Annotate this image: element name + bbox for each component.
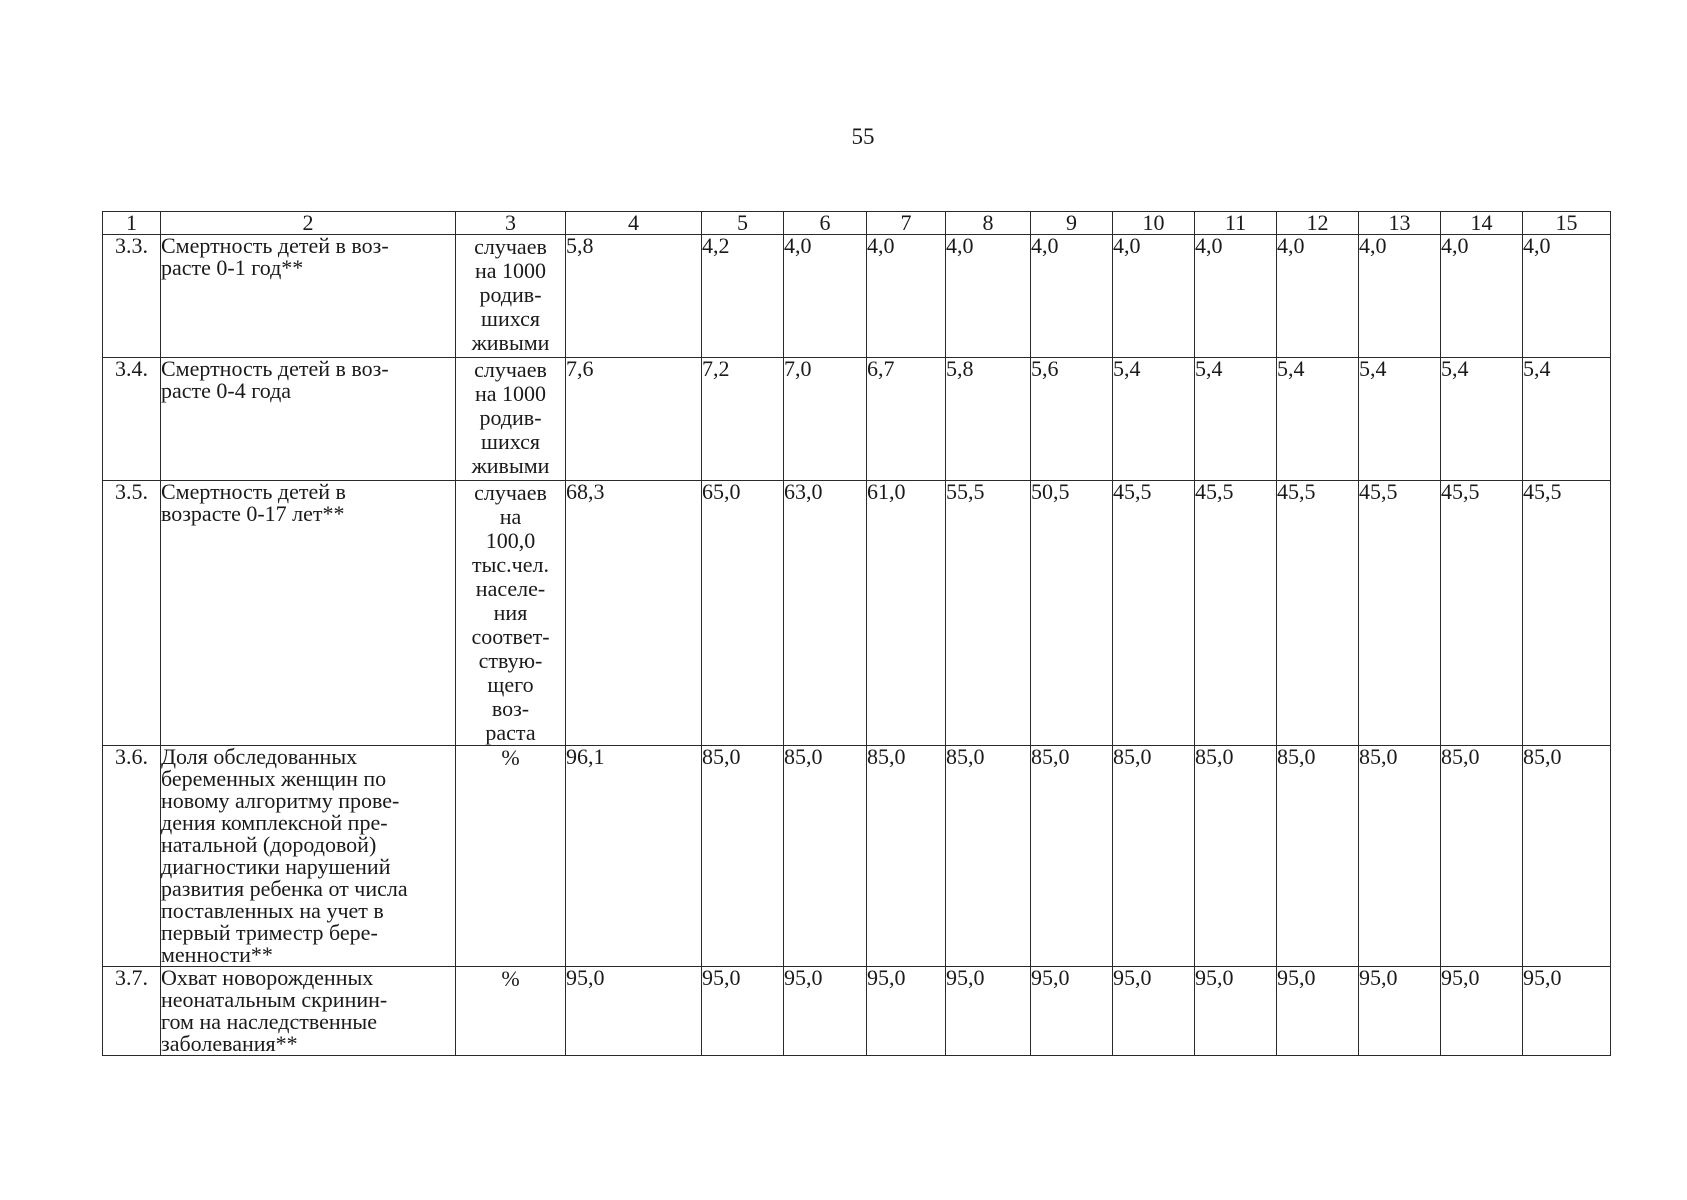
indicator-name xyxy=(161,746,456,967)
value-cell: 45,5 xyxy=(1195,481,1277,746)
value-cell: 4,2 xyxy=(702,235,784,358)
value-cell: 85,0 xyxy=(1195,746,1277,967)
indicator-name-text: Охват новорожденных неонатальным скринин- гом на наследственные заболевания** xyxy=(161,965,388,1056)
value-cell: 45,5 xyxy=(1277,481,1359,746)
value-cell: 85,0 xyxy=(1523,746,1611,967)
value-cell: 95,0 xyxy=(946,967,1031,1056)
column-header: 6 xyxy=(784,212,867,235)
value-cell: 7,6 xyxy=(566,358,702,481)
unit-text: случаев на 100,0 тыс.чел. населе- ния соответ- ствую- щего воз- раста xyxy=(471,480,550,745)
row-number: 3.4. xyxy=(103,358,161,481)
column-header: 12 xyxy=(1277,212,1359,235)
indicator-name xyxy=(161,358,456,481)
value-cell: 95,0 xyxy=(1441,967,1523,1056)
row-number: 3.5. xyxy=(103,481,161,746)
value-cell: 5,8 xyxy=(946,358,1031,481)
value-cell: 4,0 xyxy=(946,235,1031,358)
value-cell: 95,0 xyxy=(1031,967,1113,1056)
value-cell: 5,4 xyxy=(1359,358,1441,481)
unit-text: случаев на 1000 родив- шихся живыми xyxy=(471,357,550,478)
table-row xyxy=(103,235,1611,358)
value-cell: 95,0 xyxy=(784,967,867,1056)
table-row xyxy=(103,358,1611,481)
indicator-name-text: Смертность детей в воз- расте 0-4 года xyxy=(161,356,389,403)
value-cell: 45,5 xyxy=(1523,481,1611,746)
column-header: 15 xyxy=(1523,212,1611,235)
value-cell: 95,0 xyxy=(867,967,946,1056)
column-header: 10 xyxy=(1113,212,1195,235)
value-cell: 5,4 xyxy=(1523,358,1611,481)
column-header: 8 xyxy=(946,212,1031,235)
indicator-name-text: Доля обследованных беременных женщин по новому алгоритму прове- дения комплексной пре- натальной (дородовой) диагностики нарушений развития ребенка от числа поставленных на учет в первый триместр бере- менности** xyxy=(161,744,408,967)
value-cell: 4,0 xyxy=(1031,235,1113,358)
value-cell: 65,0 xyxy=(702,481,784,746)
indicator-name-text: Смертность детей в возрасте 0-17 лет** xyxy=(161,479,346,526)
indicator-name-text: Смертность детей в воз- расте 0-1 год** xyxy=(161,233,389,280)
value-cell: 85,0 xyxy=(1441,746,1523,967)
table-row xyxy=(103,967,1611,1056)
column-header: 5 xyxy=(702,212,784,235)
value-cell: 85,0 xyxy=(1277,746,1359,967)
value-cell: 95,0 xyxy=(1523,967,1611,1056)
value-cell: 55,5 xyxy=(946,481,1031,746)
value-cell: 95,0 xyxy=(1277,967,1359,1056)
value-cell: 63,0 xyxy=(784,481,867,746)
value-cell: 85,0 xyxy=(867,746,946,967)
indicator-name xyxy=(161,967,456,1056)
table-row xyxy=(103,481,1611,746)
value-cell: 7,0 xyxy=(784,358,867,481)
value-cell: 5,4 xyxy=(1441,358,1523,481)
value-cell: 5,4 xyxy=(1195,358,1277,481)
value-cell: 6,7 xyxy=(867,358,946,481)
column-header: 4 xyxy=(566,212,702,235)
value-cell: 85,0 xyxy=(1031,746,1113,967)
unit-cell xyxy=(456,358,566,481)
value-cell: 5,4 xyxy=(1113,358,1195,481)
value-cell: 61,0 xyxy=(867,481,946,746)
value-cell: 95,0 xyxy=(1113,967,1195,1056)
value-cell: 95,0 xyxy=(1359,967,1441,1056)
column-header: 7 xyxy=(867,212,946,235)
value-cell: 85,0 xyxy=(1113,746,1195,967)
unit-text: % xyxy=(501,745,520,770)
unit-cell xyxy=(456,746,566,967)
value-cell: 45,5 xyxy=(1113,481,1195,746)
value-cell: 95,0 xyxy=(1195,967,1277,1056)
header-row xyxy=(103,212,1611,235)
unit-cell xyxy=(456,967,566,1056)
value-cell: 50,5 xyxy=(1031,481,1113,746)
value-cell: 4,0 xyxy=(867,235,946,358)
value-cell: 4,0 xyxy=(1113,235,1195,358)
value-cell: 4,0 xyxy=(1441,235,1523,358)
column-header: 3 xyxy=(456,212,566,235)
value-cell: 45,5 xyxy=(1441,481,1523,746)
value-cell: 4,0 xyxy=(1359,235,1441,358)
page-number: 55 xyxy=(851,124,875,149)
value-cell: 7,2 xyxy=(702,358,784,481)
value-cell: 96,1 xyxy=(566,746,702,967)
value-cell: 5,8 xyxy=(566,235,702,358)
value-cell: 4,0 xyxy=(1195,235,1277,358)
value-cell: 95,0 xyxy=(566,967,702,1056)
value-cell: 4,0 xyxy=(1277,235,1359,358)
table-row xyxy=(103,746,1611,967)
unit-cell xyxy=(456,481,566,746)
column-header: 11 xyxy=(1195,212,1277,235)
column-header: 13 xyxy=(1359,212,1441,235)
value-cell: 95,0 xyxy=(702,967,784,1056)
unit-cell xyxy=(456,235,566,358)
value-cell: 85,0 xyxy=(702,746,784,967)
indicators-table xyxy=(102,211,1611,1056)
row-number: 3.6. xyxy=(103,746,161,967)
column-header: 9 xyxy=(1031,212,1113,235)
value-cell: 4,0 xyxy=(784,235,867,358)
value-cell: 85,0 xyxy=(1359,746,1441,967)
value-cell: 5,6 xyxy=(1031,358,1113,481)
column-header: 14 xyxy=(1441,212,1523,235)
indicator-name xyxy=(161,235,456,358)
value-cell: 4,0 xyxy=(1523,235,1611,358)
unit-text: случаев на 1000 родив- шихся живыми xyxy=(471,234,550,355)
value-cell: 5,4 xyxy=(1277,358,1359,481)
row-number: 3.3. xyxy=(103,235,161,358)
value-cell: 68,3 xyxy=(566,481,702,746)
value-cell: 85,0 xyxy=(946,746,1031,967)
column-header: 1 xyxy=(103,212,161,235)
unit-text: % xyxy=(501,966,520,991)
row-number: 3.7. xyxy=(103,967,161,1056)
value-cell: 45,5 xyxy=(1359,481,1441,746)
indicator-name xyxy=(161,481,456,746)
value-cell: 85,0 xyxy=(784,746,867,967)
column-header: 2 xyxy=(161,212,456,235)
